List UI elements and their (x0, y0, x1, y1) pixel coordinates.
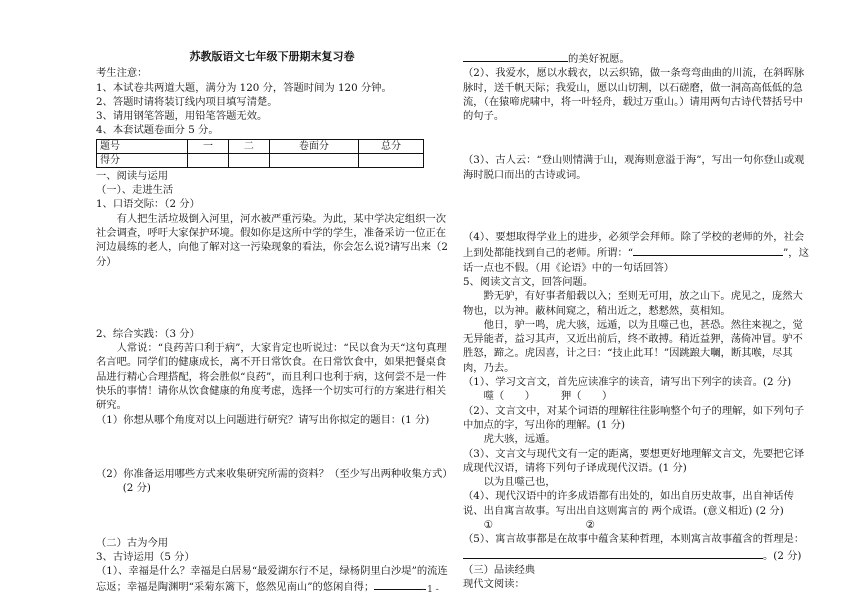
answer-space[interactable] (463, 182, 813, 230)
sub-question: （5）、寓言故事都是在故事中蕴含某种哲理，本则寓言故事蕴含的哲理是： (463, 533, 805, 546)
score-cell-blank[interactable] (358, 153, 423, 167)
score-table-cell: 一 (188, 139, 229, 153)
question-title: 5、阅读文言文，回答问题。 (463, 275, 594, 288)
score-table-cell: 二 (228, 139, 269, 153)
sub-question (463, 230, 813, 275)
sub-question (463, 50, 813, 66)
answer-space[interactable] (96, 427, 448, 467)
question-text: 人常说：“良药苦口利于病”，大家肯定也听说过：“民以食为天“这句真理名言吧。同学们的健康成长，离不开日常饮食。在日常饮食中，如果把餐桌食品进行精心合理搭配，将会胜似“良药”，而且利口也利于病，这何尝不是一件快乐的事情！请你从饮食健康的角度考虑，选择一个切实可行的方案进行相关研究。 (96, 342, 447, 412)
sub-question: （3）、文言文与现代文有一定的距离，要想更好地理解文言文，先要把它译成现代汉语，请将下列句子译成现代汉语。(1 分) (463, 447, 805, 474)
sub-question-text: 的美好祝愿。 (568, 53, 630, 65)
sub-question: （2）你准备运用哪些方式来收集研究所需的资料？（至少写出两种收集方式）(2 分) (96, 467, 448, 495)
pronunciation-blanks[interactable]: 噬（ ） 狎（ ） (483, 390, 613, 403)
right-column (463, 50, 813, 592)
sub-question: （4）、现代汉语中的许多成语都有出处的，如出自历史故事，出自神话传说、出自寓言故事。写出出自这则寓言的 两个成语。(意义相近) (2 分) (463, 490, 794, 517)
sub-question: （1）、学习文言文，首先应读准字的读音，请写出下列字的读音。(2 分) (463, 376, 792, 389)
score-table-row (97, 153, 424, 167)
answer-blank[interactable] (633, 244, 783, 256)
quoted-sentence: 虎大骇，远遁。 (483, 433, 556, 446)
question-text: 有人把生活垃圾倒入河里，河水被严重污染。为此，某中学决定组织一次社会调查，呼吁大家保护环境。假如你是这所中学的学生，准备采访一位正在河边晨练的老人，向他了解对这一污染现象的看法，你会怎么说?请写出来（2 分） (96, 212, 448, 268)
notice-item: 4、本套试题卷面分 5 分。 (96, 124, 219, 137)
subsection-heading: （一）、走进生活 (96, 184, 174, 197)
subsection-heading: （二）古为今用 (96, 536, 169, 549)
answer-blank[interactable] (463, 547, 763, 559)
score-cell-blank[interactable] (188, 153, 229, 167)
score-table-cell: 总分 (358, 139, 423, 153)
sub-question: （3）、古人云：“登山则情满于山，观海则意溢于海”，写出一句你登山或观海时脱口而出的古诗或词。 (463, 154, 805, 181)
sub-question-text: ”，这话一点也不假。（用《论语》中的一句话回答） (463, 247, 809, 274)
score-cell-blank[interactable] (269, 153, 358, 167)
question-title: 1、口语交际：（2 分） (96, 198, 200, 211)
idiom-blanks[interactable]: ① ② (483, 519, 595, 532)
score-table-header (97, 139, 424, 153)
answer-space[interactable] (96, 496, 448, 536)
notice-item: 3、请用钢笔答题，用铅笔答题无效。 (96, 110, 268, 123)
answer-space[interactable] (96, 269, 448, 317)
left-column (96, 50, 448, 595)
score-table-cell: 题号 (97, 139, 188, 153)
sub-question: （2）、我爱水，愿以水载衣，以云织锦，做一条弯弯曲曲的川流，在斜晖脉脉时，送千帆天际；我爱山，愿以山切割，以石磋磨，做一洞高高低低的急流，（在猿啼虎啸中，将一叶轻舟，载过万重山。）请用两句古诗代替括号中的句子。 (463, 67, 805, 123)
notice-heading: 考生注意： (96, 67, 148, 80)
page-number: - 1 - (421, 585, 439, 595)
section-heading: 一、阅读与运用 (96, 169, 169, 182)
subsection-heading: （三）品读经典 (463, 563, 536, 576)
answer-blank[interactable] (463, 50, 568, 62)
sub-question: （1）你想从哪个角度对以上问题进行研究？请写出你拟定的题目：(1 分) (96, 413, 430, 426)
passage-paragraph: 他日，驴一鸣，虎大骇，远遁，以为且噬己也，甚恐。然往来视之，觉无异能者，益习其声，又近出前后，终不敢搏。稍近益狎，荡倚冲冒。驴不胜怒，蹄之。虎因喜，计之曰：“技止此耳！”因跳踉大㘎，断其喉，尽其肉，乃去。 (463, 318, 803, 374)
answer-space[interactable] (463, 123, 813, 153)
page-title: 苏教版语文七年级下册期末复习卷 (189, 50, 355, 63)
sub-question: （2）、文言文中，对某个词语的理解往往影响整个句子的理解，如下列句子中加点的字，写出你的理解。(1 分) (463, 404, 805, 431)
notice-item: 2、答题时请将装订线内项目填写清楚。 (96, 95, 278, 108)
sub-question (463, 547, 813, 563)
question-title: 2、综合实践：（3 分） (96, 327, 200, 340)
passage-paragraph: 黔无驴，有好事者船载以入；至则无可用，放之山下。虎见之，庞然大物也，以为神。蔽林间窥之，稍出近之，慭慭然，莫相知。 (463, 290, 803, 317)
score-note: 。(2 分) (763, 549, 802, 562)
sub-question-text: （1）、幸福是什么？幸福是白居易“最爱湖东行不足，绿杨阴里白沙堤”的流连忘返；幸福是陶渊明“采菊东篱下，悠然见南山”的悠闲自得； (96, 565, 448, 594)
score-table-cell: 得分 (97, 153, 188, 167)
subsection-heading: 现代文阅读： (463, 578, 525, 591)
quoted-sentence: 以为且噬己也， (483, 476, 556, 489)
score-cell-blank[interactable] (228, 153, 269, 167)
sub-question-text: （4）、要想取得学业上的进步，必须学会拜师。除了学校的老师的外，社会上到处都能找到自己的老师。所谓：“ (463, 231, 805, 260)
score-table-cell: 卷面分 (269, 139, 358, 153)
score-table (96, 139, 424, 168)
question-title: 3、古诗运用（5 分） (96, 550, 195, 563)
notice-item: 1、本试卷共两道大题，满分为 120 分，答题时间为 120 分钟。 (96, 81, 392, 94)
